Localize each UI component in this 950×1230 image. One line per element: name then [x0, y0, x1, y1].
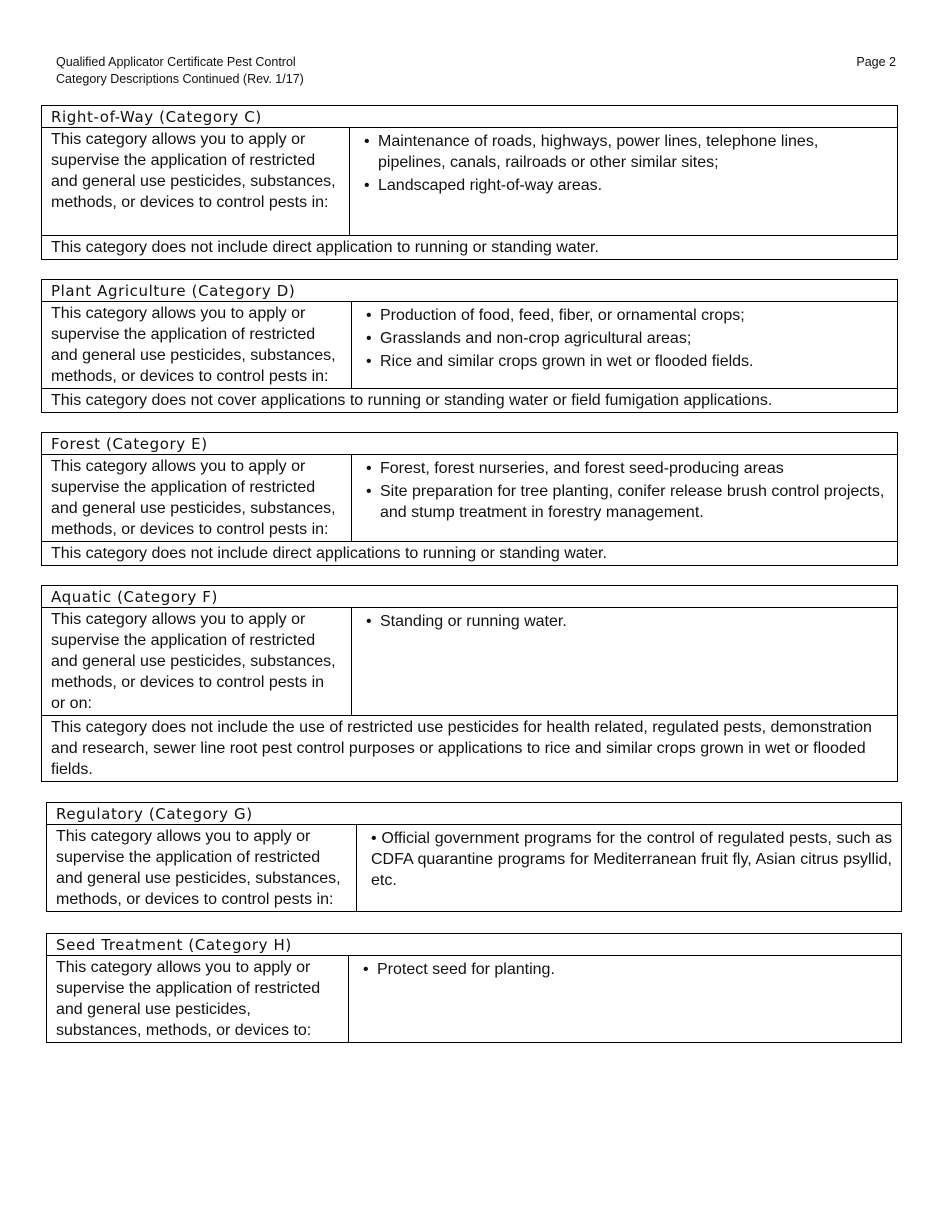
- category-description: This category allows you to apply or supervise the application of restricted and general use pesticides, substances, methods, or devices to control pests in:: [42, 455, 352, 542]
- category-description: This category allows you to apply or supervise the application of restricted and general use pesticides, substances, methods, or devices to control pests in or on:: [42, 608, 352, 716]
- category-g-table: [46, 802, 902, 912]
- document-title: [56, 54, 304, 88]
- page-header: [56, 54, 896, 88]
- category-description: This category allows you to apply or supervise the application of restricted and general use pesticides, substances, methods, or devices to control pests in:: [42, 128, 350, 236]
- category-note: This category does not cover applications to running or standing water or field fumigation applications.: [42, 389, 898, 413]
- category-scope-list: [357, 825, 902, 912]
- category-d-table: [41, 279, 898, 413]
- list-item: • Site preparation for tree planting, conifer release brush control projects, and stump treatment in forestry management.: [366, 483, 885, 521]
- list-item: • Official government programs for the control of regulated pests, such as CDFA quarantine programs for Mediterranean fruit fly, Asian citrus psyllid, etc.: [371, 830, 893, 889]
- category-scope-list: [352, 455, 898, 542]
- category-scope-list: [350, 128, 898, 236]
- category-title: Right-of-Way (Category C): [42, 106, 898, 128]
- category-title: Regulatory (Category G): [47, 803, 902, 825]
- category-title: Seed Treatment (Category H): [47, 934, 902, 956]
- category-title: Forest (Category E): [42, 433, 898, 455]
- document-title-line-1: Qualified Applicator Certificate Pest Control: [56, 55, 296, 69]
- category-scope-list: [352, 302, 898, 389]
- category-scope-list: [352, 608, 898, 716]
- category-note: This category does not include the use of restricted use pesticides for health related, regulated pests, demonstration and research, sewer line root pest control purposes or applications to rice and similar crops grown in wet or flooded fields.: [42, 716, 898, 782]
- list-item: • Production of food, feed, fiber, or ornamental crops;: [366, 307, 745, 324]
- list-item: • Landscaped right-of-way areas.: [364, 177, 603, 194]
- category-c-table: [41, 105, 898, 260]
- category-title: Aquatic (Category F): [42, 586, 898, 608]
- list-item: • Protect seed for planting.: [363, 961, 555, 978]
- category-description: This category allows you to apply or supervise the application of restricted and general use pesticides, substances, methods, or devices to control pests in:: [47, 825, 357, 912]
- list-item: • Grasslands and non-crop agricultural areas;: [366, 330, 692, 347]
- category-note: This category does not include direct application to running or standing water.: [42, 236, 898, 260]
- category-scope-list: [349, 956, 902, 1043]
- list-item: • Standing or running water.: [366, 613, 567, 630]
- category-description: This category allows you to apply or supervise the application of restricted and general use pesticides, substances, methods, or devices to control pests in:: [42, 302, 352, 389]
- category-h-table: [46, 933, 902, 1043]
- list-item: • Rice and similar crops grown in wet or flooded fields.: [366, 353, 754, 370]
- category-e-table: [41, 432, 898, 566]
- category-title: Plant Agriculture (Category D): [42, 280, 898, 302]
- list-item: • Maintenance of roads, highways, power lines, telephone lines, pipelines, canals, railroads or other similar sites;: [364, 133, 819, 171]
- document-title-line-2: Category Descriptions Continued (Rev. 1/17): [56, 72, 304, 86]
- category-description: This category allows you to apply or supervise the application of restricted and general use pesticides, substances, methods, or devices to:: [47, 956, 349, 1043]
- list-item: • Forest, forest nurseries, and forest seed-producing areas: [366, 460, 784, 477]
- category-note: This category does not include direct applications to running or standing water.: [42, 542, 898, 566]
- category-f-table: [41, 585, 898, 782]
- page-number: Page 2: [856, 55, 896, 69]
